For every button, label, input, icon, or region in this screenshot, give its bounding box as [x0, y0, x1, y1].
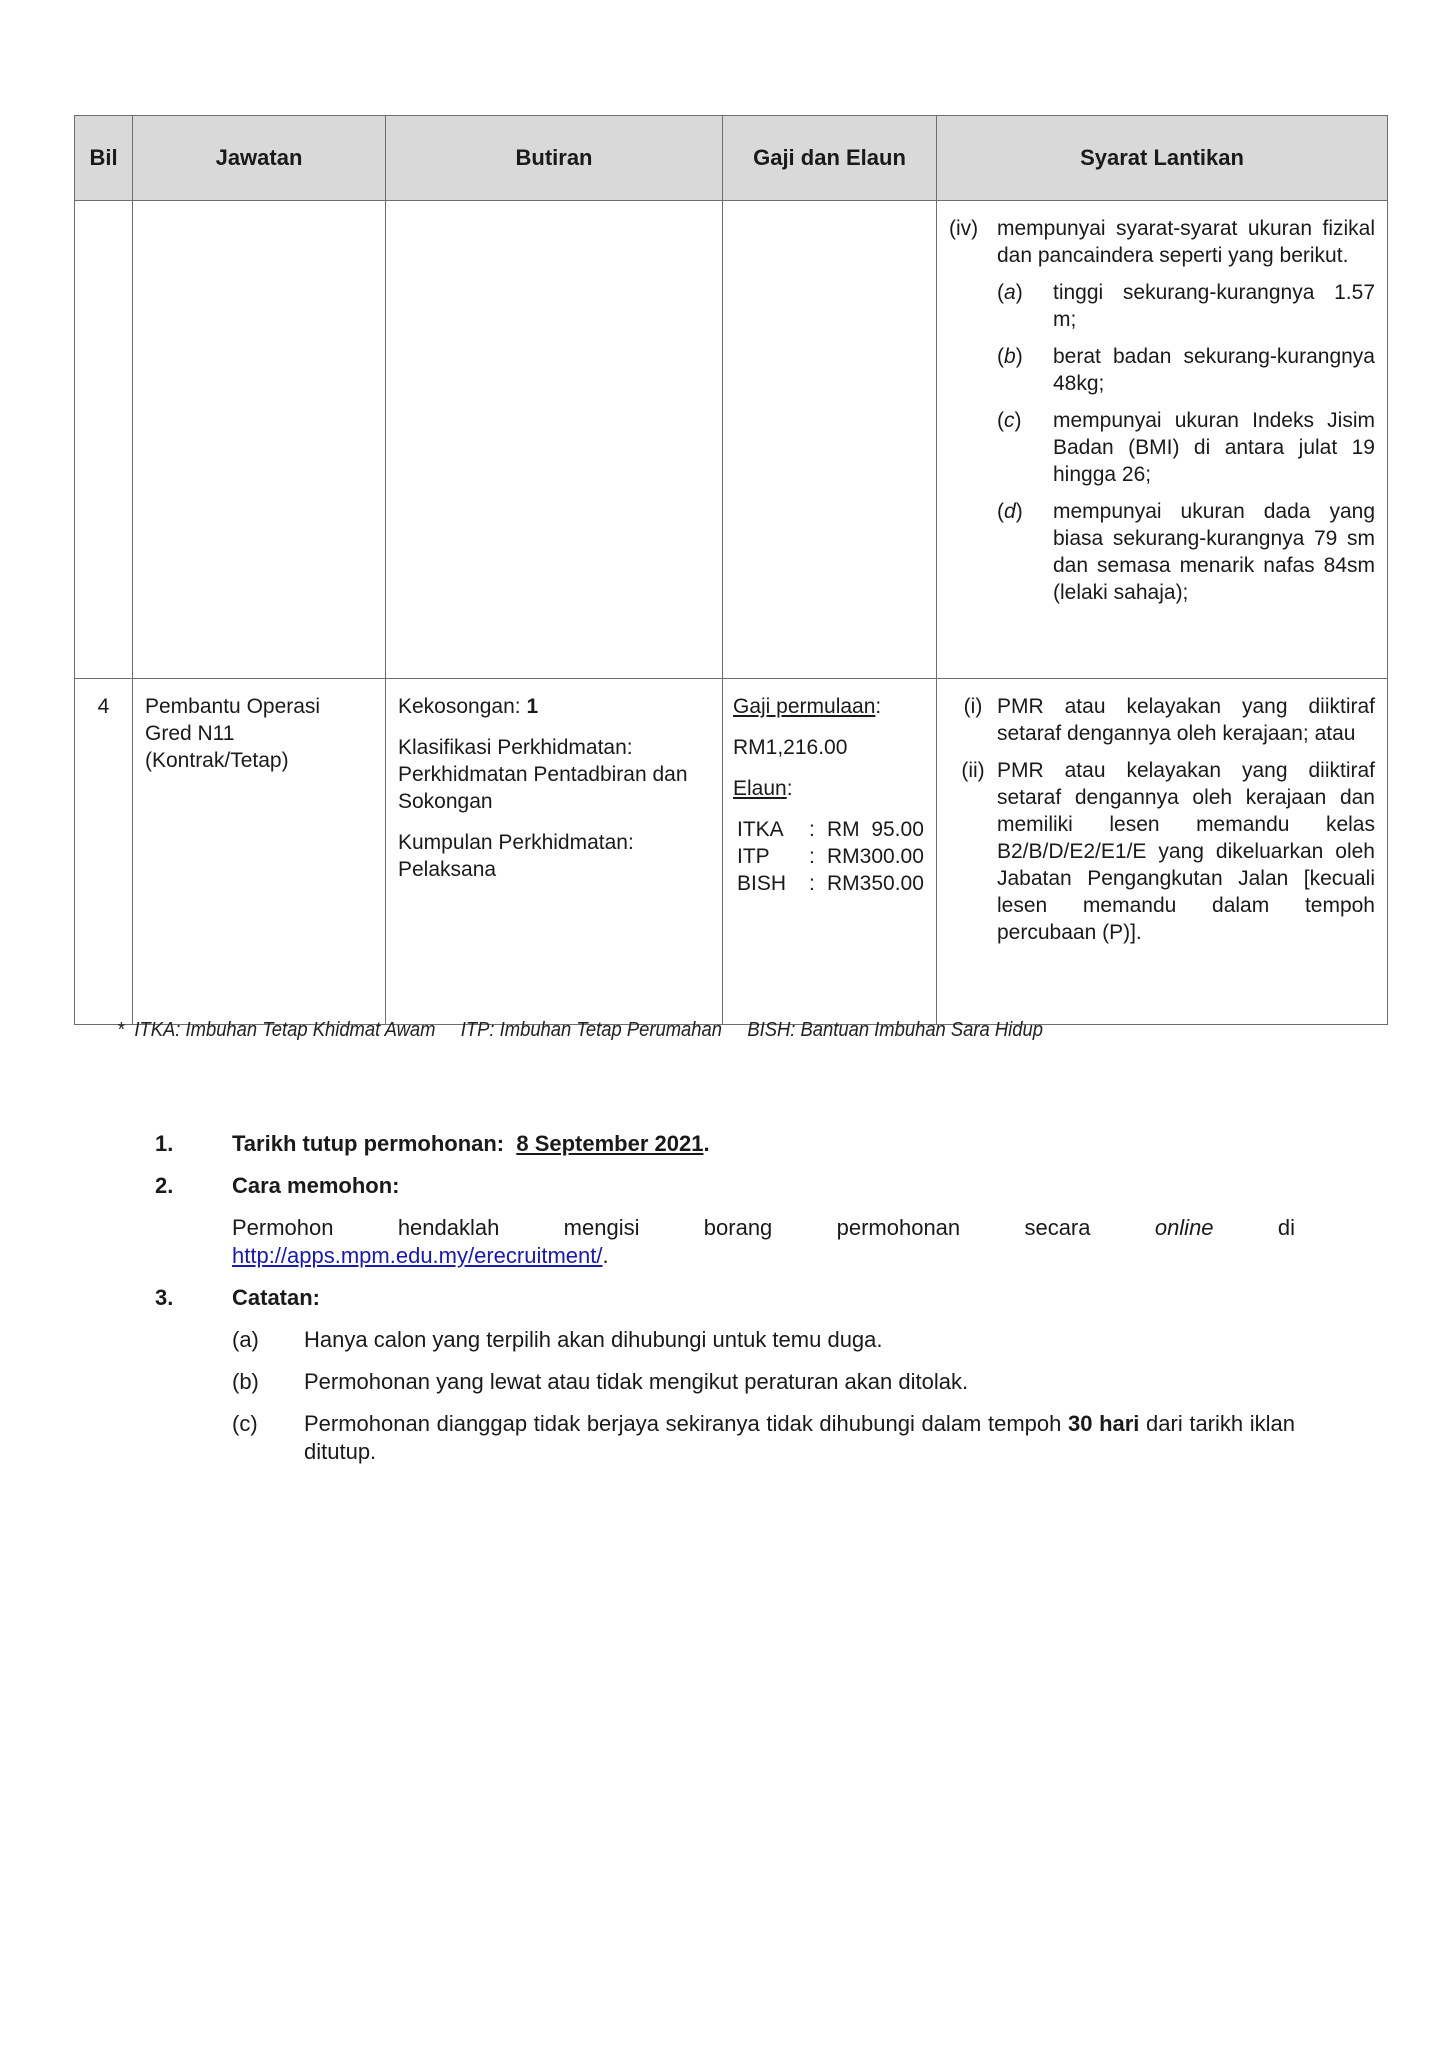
remark-text-after: dari tarikh iklan ditutup. [304, 1411, 1295, 1464]
how-to-apply-text [232, 1214, 1295, 1242]
allowance-code: ITKA [737, 818, 784, 841]
header-butiran: Butiran [386, 116, 723, 201]
apply-text: Permohon hendaklah mengisi borang permohonan secara [232, 1215, 1091, 1240]
link-suffix: . [602, 1243, 609, 1268]
remark-days: 30 hari [1067, 1411, 1140, 1436]
requirement-text: mempunyai syarat-syarat ukuran fizikal dan pancaindera seperti yang berikut. [997, 217, 1375, 267]
sub-requirement-label: (c) [997, 409, 1022, 432]
how-to-apply-title: Cara memohon: [232, 1173, 400, 1198]
remark-item [232, 1368, 1295, 1396]
header-syarat-lantikan: Syarat Lantikan [937, 116, 1388, 201]
requirement-i [949, 693, 1375, 747]
group-value: Pelaksana [398, 858, 497, 881]
empty-cell [75, 201, 133, 679]
sub-requirement-text: berat badan sekurang-kurangnya 48kg; [1053, 345, 1375, 395]
requirement-iv [949, 215, 1375, 269]
table-row [75, 201, 1388, 679]
jawatan-cell [133, 679, 386, 1025]
salary-label-text: Gaji permulaan [733, 695, 876, 718]
note-closing-date [155, 1130, 1295, 1158]
header-bil: Bil [75, 116, 133, 201]
sub-requirement-text: tinggi sekurang-kurangnya 1.57 m; [1053, 281, 1375, 331]
erecruitment-link[interactable]: http://apps.mpm.edu.my/erecruitment/ [232, 1243, 603, 1268]
vacancy-value: 1 [526, 695, 539, 718]
header-gaji-elaun: Gaji dan Elaun [723, 116, 937, 201]
syarat-cell [937, 679, 1388, 1025]
sub-requirement-label: (d) [997, 500, 1023, 523]
group-label: Kumpulan Perkhidmatan: [398, 831, 634, 854]
sub-requirement [997, 343, 1375, 397]
remark-text-before: Permohonan dianggap tidak berjaya sekiranya tidak dihubungi dalam tempoh [304, 1411, 1068, 1436]
gaji-cell [723, 679, 937, 1025]
row-number: 4 [97, 695, 110, 718]
apply-online: online [1154, 1215, 1214, 1240]
footnote-itka: ITKA: Imbuhan Tetap Khidmat Awam [134, 1019, 436, 1041]
table-row [75, 679, 1388, 1025]
application-notes [155, 1130, 1295, 1480]
remark-item [232, 1326, 1295, 1354]
footnote-bish: BISH: Bantuan Imbuhan Sara Hidup [747, 1019, 1043, 1041]
closing-date-suffix: . [703, 1131, 710, 1156]
remark-label: (b) [232, 1369, 259, 1394]
requirement-label: (i) [963, 695, 983, 718]
remark-text [304, 1410, 1295, 1466]
table-header-row [75, 116, 1388, 201]
allowance-amount: RM300.00 [827, 845, 924, 868]
syarat-cell [937, 201, 1388, 679]
position-grade: Gred N11 [145, 722, 235, 745]
sub-requirement [997, 407, 1375, 488]
apply-text-after: di [1277, 1215, 1295, 1240]
note-number: 2. [155, 1173, 174, 1198]
position-title: Pembantu Operasi [145, 695, 321, 718]
requirement-text: PMR atau kelayakan yang diiktiraf setaraf dengannya oleh kerajaan; atau [997, 695, 1375, 745]
sub-requirement-label: (a) [997, 281, 1023, 304]
sub-requirement [997, 279, 1375, 333]
sub-requirement-text: mempunyai ukuran Indeks Jisim Badan (BMI) di antara julat 19 hingga 26; [1053, 409, 1375, 486]
starting-salary-label: Gaji permulaan: [733, 695, 882, 718]
footnote-star: * [117, 1019, 125, 1041]
classification-label: Klasifikasi Perkhidmatan: [398, 736, 633, 759]
requirement-ii [949, 757, 1375, 946]
service-group [398, 829, 710, 883]
starting-salary-value: RM1,216.00 [733, 736, 848, 759]
remarks-title: Catatan: [232, 1285, 321, 1310]
remark-label: (a) [232, 1327, 259, 1352]
requirement-label: (ii) [961, 759, 985, 782]
note-remarks [155, 1284, 1295, 1466]
allowance-code: ITP [737, 845, 770, 868]
note-number: 1. [155, 1131, 174, 1156]
sub-requirement-label: (b) [997, 345, 1023, 368]
allowance-code: BISH [737, 872, 787, 895]
empty-cell [386, 201, 723, 679]
allowance-amount: RM350.00 [827, 872, 924, 895]
allowance-amount: RM 95.00 [827, 818, 924, 841]
vacancy-count [398, 693, 710, 720]
closing-date: 8 September 2021 [516, 1131, 704, 1156]
remark-text: Permohonan yang lewat atau tidak mengikut peraturan akan ditolak. [304, 1369, 969, 1394]
vacancy-table [74, 115, 1388, 1025]
allowance-label: Elaun: [733, 777, 793, 800]
note-how-to-apply [155, 1172, 1295, 1270]
sub-requirement-text: mempunyai ukuran dada yang biasa sekurang-kurangnya 79 sm dan semasa menarik nafas 84sm (lelaki sahaja); [1053, 500, 1375, 604]
requirement-text: PMR atau kelayakan yang diiktiraf setaraf dengannya oleh kerajaan dan memiliki lesen memandu kelas B2/B/D/E2/E1/E yang dikeluarkan oleh Jabatan Pengangkutan Jalan [kecuali lesen memandu dalam tempoh percubaan (P)]. [997, 759, 1375, 944]
requirement-label: (iv) [949, 217, 979, 240]
sub-requirement [997, 498, 1375, 606]
classification-value: Perkhidmatan Pentadbiran dan Sokongan [398, 763, 688, 813]
remark-label: (c) [232, 1411, 258, 1436]
allowance-footnote [117, 1019, 1043, 1042]
closing-date-label: Tarikh tutup permohonan: [232, 1131, 517, 1156]
bil-cell [75, 679, 133, 1025]
footnote-itp: ITP: Imbuhan Tetap Perumahan [460, 1019, 722, 1041]
vacancy-label: Kekosongan: [398, 695, 527, 718]
empty-cell [133, 201, 386, 679]
remark-item [232, 1410, 1295, 1466]
note-number: 3. [155, 1285, 174, 1310]
remark-text: Hanya calon yang terpilih akan dihubungi untuk temu duga. [304, 1327, 883, 1352]
butiran-cell [386, 679, 723, 1025]
position-type: (Kontrak/Tetap) [145, 749, 289, 772]
header-jawatan: Jawatan [133, 116, 386, 201]
allowance-list: ITKA : RM 95.00 ITP : RM300.00 BISH : RM350.00 [737, 818, 924, 895]
service-classification [398, 734, 710, 815]
allowance-label-text: Elaun [733, 777, 787, 800]
empty-cell [723, 201, 937, 679]
